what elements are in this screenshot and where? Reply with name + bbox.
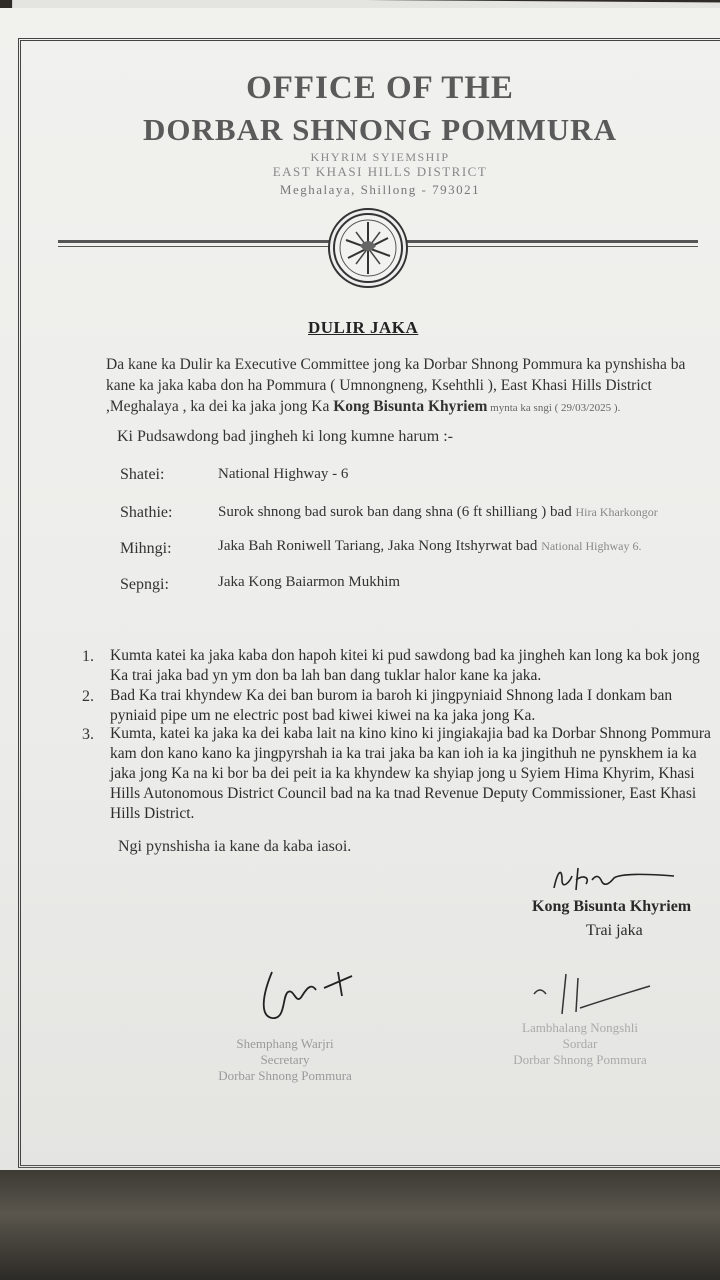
intro-paragraph — [106, 354, 716, 419]
owner-role: Trai jaka — [586, 922, 643, 939]
boundary-value-west: Jaka Kong Baiarmon Mukhim — [218, 574, 401, 590]
secretary-stamp — [200, 1036, 370, 1084]
office-address: Meghalaya, Shillong - 793021 — [279, 182, 481, 197]
boundaries-intro: Ki Pudsawdong bad jingheh ki long kumne harum :- — [117, 428, 453, 445]
boundary-label-south: Shathie: — [120, 504, 173, 521]
dorbar-emblem-icon — [328, 208, 408, 288]
sordar-stamp — [490, 1020, 670, 1068]
document-heading: DULIR JAKA — [308, 318, 419, 337]
boundary-label-east: Mihngi: — [120, 540, 172, 557]
office-subtitle-syiemship: KHYRIM SYIEMSHIP — [310, 150, 450, 164]
item-number-1: 1. — [82, 648, 94, 665]
secretary-role: Secretary — [260, 1052, 310, 1067]
closing-line: Ngi pynshisha ia kane da kaba iasoi. — [118, 838, 352, 855]
owner-name: Kong Bisunta Khyriem — [532, 898, 692, 915]
boundary-value-south: Surok shnong bad surok ban dang shna (6 ft shilliang ) bad Hira Kharkongor — [218, 504, 658, 520]
sordar-role: Sordar — [562, 1036, 598, 1051]
sordar-name: Lambhalang Nongshli — [522, 1020, 638, 1035]
background-table-surface — [0, 1170, 720, 1280]
item-text-2: Bad Ka trai khyndew Ka dei ban burom ia baroh ki jingpyniaid Shnong lada I donkam ban pyniaid pipe um ne electric post bad kiwei kiwei na ka jaka jong Ka. — [110, 687, 673, 724]
intro-text-2: mynta ka sngi ( 29/03/2025 ). — [487, 402, 621, 414]
office-subtitle-district: EAST KHASI HILLS DISTRICT — [272, 164, 488, 179]
boundary-value-east: Jaka Bah Roniwell Tariang, Jaka Nong Itshyrwat bad National Highway 6. — [218, 538, 642, 554]
boundary-label-west: Sepngi: — [120, 576, 169, 593]
boundary-value-north: National Highway - 6 — [218, 466, 349, 482]
item-text-3: Kumta, katei ka jaka ka dei kaba lait na kino kino ki jingiakajia bad ka Dorbar Shnong Pommura kam don kano kano ka jingpyrshah ia ka trai jaka ba kan ioh ia ka jingithuh ne pynskhem ia ka jaka jong Ka na ki bor ba dei peit ia ka khyndew ka shyiap jong u Syiem Hima Khyrim, Khasi Hills Autonomous District Council bad na ka tnad Revenue Deputy Commissioner, East Khasi Hills District. — [110, 725, 711, 822]
boundary-label-north: Shatei: — [120, 466, 165, 483]
item-text-1: Kumta katei ka jaka kaba don hapoh kitei ki pud sawdong bad ka jingheh kan long ka bok jong Ka trai jaka bad yn ym don ba lah ban dang tuklar halor kane ka jaka. — [110, 647, 700, 684]
intro-text-1: Da kane ka Dulir ka Executive Committee jong ka Dorbar Shnong Pommura ka pynshisha ba kane ka jaka kaba don ha Pommura ( Umnongneng, Ksehthli ), East Khasi Hills District ,Meghalaya , ka dei ka jaka jong Ka — [106, 356, 686, 415]
owner-name-inline: Kong Bisunta Khyriem — [333, 398, 488, 415]
item-number-3: 3. — [82, 726, 94, 743]
secretary-signature-icon — [242, 966, 372, 1030]
office-title-line2: DORBAR SHNONG POMMURA — [143, 112, 617, 147]
secretary-name: Shemphang Warjri — [236, 1036, 334, 1051]
document-page — [0, 8, 720, 1180]
sordar-org: Dorbar Shnong Pommura — [513, 1052, 647, 1067]
owner-signature-icon — [548, 860, 678, 896]
sordar-signature-icon — [526, 970, 656, 1020]
office-title-line1: OFFICE OF THE — [246, 70, 514, 106]
secretary-org: Dorbar Shnong Pommura — [218, 1068, 352, 1083]
item-number-2: 2. — [82, 688, 94, 705]
